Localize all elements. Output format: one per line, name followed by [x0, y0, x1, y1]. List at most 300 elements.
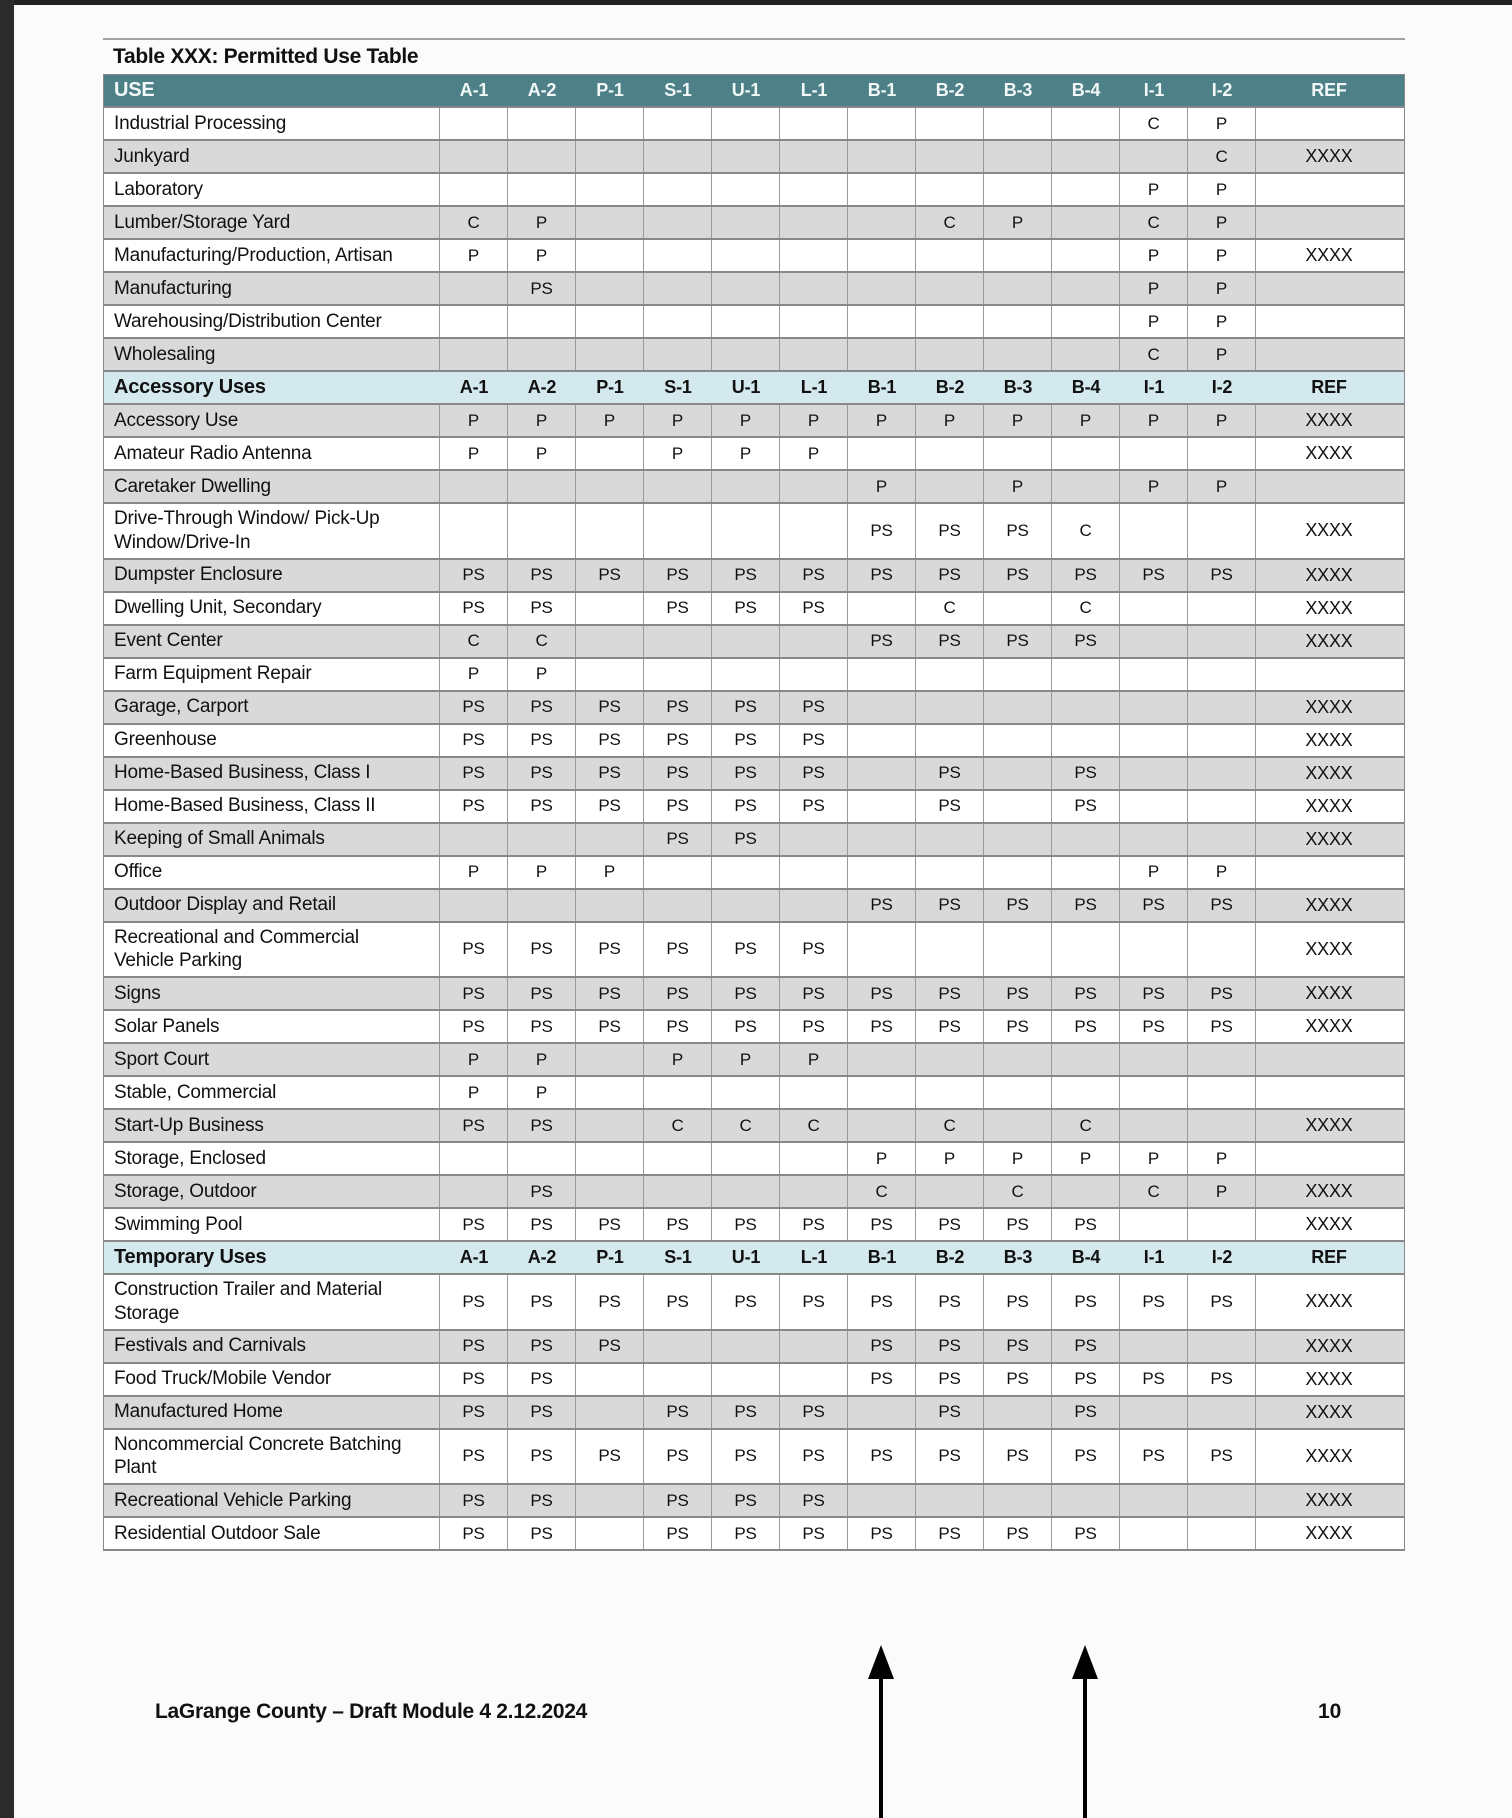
- table-row: [104, 174, 1404, 207]
- column-header-i-2: I-2: [1211, 80, 1233, 100]
- zone-cell-a-2: PS: [508, 560, 576, 591]
- zone-cell-i-1: P: [1120, 240, 1188, 271]
- ref-cell: XXXX: [1305, 245, 1353, 265]
- zone-cell-b-2: PS: [916, 1397, 984, 1428]
- arrowhead-icon: [868, 1645, 894, 1679]
- ref-cell: XXXX: [1305, 1016, 1353, 1036]
- zone-cell-i-2: P: [1188, 306, 1256, 337]
- zone-cell-a-1: PS: [440, 560, 508, 591]
- zone-cell-a-2: P: [508, 207, 576, 238]
- zone-cell-p-1: [576, 108, 644, 139]
- use-cell: Home-Based Business, Class I: [104, 758, 440, 789]
- zone-cell-s-1: PS: [644, 758, 712, 789]
- ref-cell: XXXX: [1305, 1523, 1353, 1543]
- column-header-i-1: I-1: [1143, 1247, 1165, 1267]
- zone-cell-u-1: PS: [712, 725, 780, 756]
- zone-cell-p-1: [576, 1518, 644, 1549]
- zone-cell-b-3: [984, 240, 1052, 271]
- zone-cell-l-1: [780, 1331, 848, 1362]
- ref-cell: [1256, 339, 1402, 370]
- zone-cell-i-2: [1188, 438, 1256, 469]
- use-cell: Wholesaling: [104, 339, 440, 370]
- zone-cell-a-1: P: [440, 857, 508, 888]
- ref-cell: XXXX: [1305, 1214, 1353, 1234]
- zone-cell-b-3: PS: [984, 1275, 1052, 1329]
- zone-cell-p-1: [576, 1044, 644, 1075]
- zone-cell-b-2: C: [916, 593, 984, 624]
- zone-cell-s-1: [644, 1143, 712, 1174]
- zone-cell-p-1: PS: [576, 1209, 644, 1240]
- ref-cell: XXXX: [1305, 696, 1353, 717]
- zone-cell-s-1: PS: [644, 1275, 712, 1329]
- zone-cell-i-2: P: [1188, 471, 1256, 502]
- table-row: [104, 405, 1404, 438]
- zone-cell-i-1: [1120, 758, 1188, 789]
- use-cell: Caretaker Dwelling: [104, 471, 440, 502]
- table-row: [104, 471, 1404, 504]
- zone-cell-a-2: [508, 339, 576, 370]
- zone-cell-s-1: PS: [644, 593, 712, 624]
- zone-cell-b-2: PS: [916, 890, 984, 921]
- zone-cell-s-1: [644, 1176, 712, 1207]
- zone-cell-l-1: PS: [780, 1485, 848, 1516]
- use-cell: Residential Outdoor Sale: [104, 1518, 440, 1549]
- use-cell: Manufacturing: [104, 273, 440, 304]
- use-cell: Dumpster Enclosure: [104, 560, 440, 591]
- zone-cell-i-1: PS: [1120, 1011, 1188, 1042]
- scan-edge-left: [0, 0, 14, 1818]
- table-row: [104, 438, 1404, 471]
- zone-cell-a-1: PS: [440, 978, 508, 1009]
- zone-cell-s-1: PS: [644, 978, 712, 1009]
- zone-cell-a-2: [508, 504, 576, 558]
- zone-cell-b-4: [1052, 1044, 1120, 1075]
- zone-cell-s-1: PS: [644, 1011, 712, 1042]
- zone-cell-i-2: C: [1188, 141, 1256, 172]
- zone-cell-i-1: PS: [1120, 1275, 1188, 1329]
- column-header-b-3: B-3: [1003, 80, 1033, 100]
- zone-cell-l-1: PS: [780, 1275, 848, 1329]
- column-header-p-1: P-1: [596, 377, 624, 397]
- zone-cell-b-1: [848, 174, 916, 205]
- table-row: [104, 1143, 1404, 1176]
- ref-cell: XXXX: [1305, 1291, 1353, 1312]
- ref-cell: XXXX: [1305, 1490, 1353, 1510]
- zone-cell-l-1: [780, 1077, 848, 1108]
- table-row: [104, 758, 1404, 791]
- zone-cell-u-1: [712, 626, 780, 657]
- zone-cell-b-2: [916, 1485, 984, 1516]
- zone-cell-a-2: PS: [508, 978, 576, 1009]
- zone-cell-l-1: [780, 108, 848, 139]
- zone-cell-b-1: [848, 1044, 916, 1075]
- zone-cell-u-1: PS: [712, 1397, 780, 1428]
- zone-cell-l-1: PS: [780, 923, 848, 977]
- zone-cell-p-1: [576, 438, 644, 469]
- zone-cell-i-2: [1188, 923, 1256, 977]
- zone-cell-a-2: PS: [508, 1364, 576, 1395]
- zone-cell-i-1: P: [1120, 306, 1188, 337]
- zone-cell-a-1: [440, 471, 508, 502]
- zone-cell-b-2: PS: [916, 758, 984, 789]
- zone-cell-b-2: PS: [916, 560, 984, 591]
- zone-cell-u-1: [712, 659, 780, 690]
- zone-cell-i-1: P: [1120, 471, 1188, 502]
- zone-cell-u-1: [712, 108, 780, 139]
- section-title: Accessory Uses: [114, 376, 266, 398]
- zone-cell-b-4: PS: [1052, 791, 1120, 822]
- zone-cell-b-2: PS: [916, 1364, 984, 1395]
- zone-cell-i-2: PS: [1188, 1364, 1256, 1395]
- column-header-l-1: L-1: [800, 377, 828, 397]
- zone-cell-b-4: PS: [1052, 560, 1120, 591]
- zone-cell-p-1: [576, 626, 644, 657]
- zone-cell-p-1: PS: [576, 758, 644, 789]
- zone-cell-l-1: [780, 207, 848, 238]
- zone-cell-s-1: [644, 471, 712, 502]
- zone-cell-a-1: PS: [440, 725, 508, 756]
- zone-cell-b-3: [984, 758, 1052, 789]
- zone-cell-i-1: [1120, 1044, 1188, 1075]
- zone-cell-i-1: P: [1120, 1143, 1188, 1174]
- zone-cell-i-2: [1188, 1397, 1256, 1428]
- zone-cell-b-4: [1052, 725, 1120, 756]
- zone-cell-i-1: PS: [1120, 890, 1188, 921]
- zone-cell-b-4: [1052, 306, 1120, 337]
- zone-cell-b-2: [916, 339, 984, 370]
- zone-cell-i-2: PS: [1188, 978, 1256, 1009]
- zone-cell-a-2: P: [508, 240, 576, 271]
- zone-cell-a-2: PS: [508, 1518, 576, 1549]
- use-cell: Greenhouse: [104, 725, 440, 756]
- zone-cell-p-1: [576, 1397, 644, 1428]
- zone-cell-b-1: [848, 438, 916, 469]
- table-row: [104, 890, 1404, 923]
- zone-cell-a-1: [440, 339, 508, 370]
- zone-cell-i-1: [1120, 141, 1188, 172]
- zone-cell-b-2: [916, 923, 984, 977]
- column-header-b-2: B-2: [935, 377, 965, 397]
- zone-cell-l-1: [780, 626, 848, 657]
- zone-cell-b-1: [848, 857, 916, 888]
- zone-cell-u-1: [712, 306, 780, 337]
- ref-cell: XXXX: [1305, 410, 1353, 430]
- use-cell: Manufactured Home: [104, 1397, 440, 1428]
- use-cell: Junkyard: [104, 141, 440, 172]
- zone-cell-a-2: P: [508, 857, 576, 888]
- zone-cell-p-1: [576, 1110, 644, 1141]
- zone-cell-i-2: PS: [1188, 1275, 1256, 1329]
- zone-cell-b-3: PS: [984, 1518, 1052, 1549]
- column-header-ref: REF: [1311, 80, 1347, 100]
- zone-cell-a-2: P: [508, 438, 576, 469]
- zone-cell-u-1: [712, 207, 780, 238]
- zone-cell-a-2: PS: [508, 758, 576, 789]
- zone-cell-i-1: [1120, 1397, 1188, 1428]
- zone-cell-b-4: [1052, 857, 1120, 888]
- section-title: Temporary Uses: [114, 1246, 267, 1268]
- zone-cell-b-3: [984, 593, 1052, 624]
- zone-cell-a-2: [508, 471, 576, 502]
- zone-cell-b-1: PS: [848, 1275, 916, 1329]
- zone-cell-u-1: PS: [712, 1518, 780, 1549]
- zone-cell-a-1: [440, 108, 508, 139]
- zone-cell-s-1: PS: [644, 725, 712, 756]
- zone-cell-a-1: P: [440, 240, 508, 271]
- zone-cell-b-3: PS: [984, 1430, 1052, 1484]
- zone-cell-b-3: P: [984, 405, 1052, 436]
- zone-cell-b-2: C: [916, 207, 984, 238]
- zone-cell-p-1: [576, 471, 644, 502]
- ref-cell: [1256, 1077, 1402, 1108]
- zone-cell-b-2: C: [916, 1110, 984, 1141]
- zone-cell-b-4: [1052, 207, 1120, 238]
- use-cell: Storage, Enclosed: [104, 1143, 440, 1174]
- footer-text: LaGrange County – Draft Module 4 2.12.2024: [155, 1700, 588, 1723]
- ref-cell: XXXX: [1305, 564, 1353, 585]
- zone-cell-s-1: [644, 141, 712, 172]
- ref-cell: [1256, 108, 1402, 139]
- table-row: [104, 560, 1404, 593]
- zone-cell-b-2: PS: [916, 1331, 984, 1362]
- zone-cell-a-2: PS: [508, 1110, 576, 1141]
- zone-cell-l-1: [780, 504, 848, 558]
- zone-cell-b-3: [984, 306, 1052, 337]
- zone-cell-a-2: PS: [508, 791, 576, 822]
- column-header-use: USE: [114, 79, 155, 101]
- zone-cell-b-1: [848, 758, 916, 789]
- zone-cell-l-1: PS: [780, 1430, 848, 1484]
- table-row: [104, 857, 1404, 890]
- use-cell: Construction Trailer and Material Storage: [104, 1275, 440, 1329]
- zone-cell-a-1: PS: [440, 1518, 508, 1549]
- use-cell: Garage, Carport: [104, 692, 440, 723]
- zone-cell-b-4: PS: [1052, 1430, 1120, 1484]
- arrowhead-icon: [1072, 1645, 1098, 1679]
- zone-cell-l-1: PS: [780, 560, 848, 591]
- zone-cell-a-1: P: [440, 659, 508, 690]
- zone-cell-b-2: PS: [916, 791, 984, 822]
- zone-cell-u-1: [712, 1331, 780, 1362]
- table-row: [104, 1275, 1404, 1331]
- zone-cell-p-1: [576, 273, 644, 304]
- zone-cell-i-1: [1120, 626, 1188, 657]
- table-row: [104, 240, 1404, 273]
- zone-cell-b-4: [1052, 273, 1120, 304]
- zone-cell-b-3: [984, 923, 1052, 977]
- zone-cell-p-1: [576, 306, 644, 337]
- zone-cell-b-3: [984, 1044, 1052, 1075]
- zone-cell-i-1: [1120, 1077, 1188, 1108]
- zone-cell-i-2: [1188, 692, 1256, 723]
- use-cell: Laboratory: [104, 174, 440, 205]
- zone-cell-s-1: [644, 890, 712, 921]
- zone-cell-p-1: PS: [576, 1011, 644, 1042]
- zone-cell-b-2: [916, 438, 984, 469]
- zone-cell-b-2: [916, 108, 984, 139]
- zone-cell-l-1: PS: [780, 978, 848, 1009]
- zone-cell-l-1: [780, 1143, 848, 1174]
- zone-cell-s-1: [644, 108, 712, 139]
- zone-cell-b-4: [1052, 692, 1120, 723]
- ref-cell: XXXX: [1305, 146, 1353, 166]
- zone-cell-a-2: PS: [508, 1397, 576, 1428]
- zone-cell-i-2: [1188, 824, 1256, 855]
- zone-cell-i-2: [1188, 626, 1256, 657]
- zone-cell-b-4: C: [1052, 593, 1120, 624]
- zone-cell-a-1: PS: [440, 1364, 508, 1395]
- zone-cell-u-1: PS: [712, 1430, 780, 1484]
- zone-cell-i-1: [1120, 1209, 1188, 1240]
- zone-cell-p-1: PS: [576, 978, 644, 1009]
- zone-cell-b-2: [916, 1176, 984, 1207]
- zone-cell-b-3: [984, 339, 1052, 370]
- use-cell: Recreational and Commercial Vehicle Parking: [104, 923, 440, 977]
- zone-cell-b-1: PS: [848, 978, 916, 1009]
- zone-cell-s-1: PS: [644, 560, 712, 591]
- zone-cell-a-1: PS: [440, 758, 508, 789]
- zone-cell-a-2: P: [508, 1077, 576, 1108]
- zone-cell-i-1: [1120, 1331, 1188, 1362]
- zone-cell-b-2: [916, 1044, 984, 1075]
- zone-cell-b-3: P: [984, 1143, 1052, 1174]
- table-row: [104, 1110, 1404, 1143]
- table-row: [104, 1485, 1404, 1518]
- zone-cell-l-1: [780, 141, 848, 172]
- column-header-i-1: I-1: [1143, 377, 1165, 397]
- table-header-row: [104, 75, 1404, 108]
- zone-cell-s-1: [644, 1331, 712, 1362]
- zone-cell-s-1: PS: [644, 824, 712, 855]
- zone-cell-i-1: [1120, 438, 1188, 469]
- zone-cell-a-2: PS: [508, 692, 576, 723]
- zone-cell-b-3: PS: [984, 1331, 1052, 1362]
- use-cell: Keeping of Small Animals: [104, 824, 440, 855]
- zone-cell-i-2: P: [1188, 207, 1256, 238]
- zone-cell-b-2: [916, 471, 984, 502]
- zone-cell-b-1: PS: [848, 1518, 916, 1549]
- column-header-b-4: B-4: [1071, 1247, 1101, 1267]
- use-cell: Stable, Commercial: [104, 1077, 440, 1108]
- column-header-a-2: A-2: [527, 377, 557, 397]
- zone-cell-a-1: PS: [440, 1209, 508, 1240]
- table-row: [104, 207, 1404, 240]
- zone-cell-b-1: [848, 593, 916, 624]
- column-header-s-1: S-1: [664, 1247, 692, 1267]
- zone-cell-l-1: [780, 273, 848, 304]
- zone-cell-b-3: PS: [984, 626, 1052, 657]
- zone-cell-u-1: [712, 1077, 780, 1108]
- ref-cell: XXXX: [1305, 894, 1353, 915]
- use-cell: Drive-Through Window/ Pick-Up Window/Drive-In: [104, 504, 440, 558]
- table-row: [104, 1011, 1404, 1044]
- zone-cell-p-1: [576, 1077, 644, 1108]
- zone-cell-p-1: [576, 141, 644, 172]
- zone-cell-p-1: P: [576, 857, 644, 888]
- zone-cell-u-1: [712, 174, 780, 205]
- table-row: [104, 108, 1404, 141]
- zone-cell-i-2: P: [1188, 1176, 1256, 1207]
- column-header-a-2: A-2: [527, 80, 557, 100]
- ref-cell: XXXX: [1305, 1401, 1353, 1422]
- zone-cell-b-4: P: [1052, 1143, 1120, 1174]
- zone-cell-a-2: PS: [508, 273, 576, 304]
- column-header-a-1: A-1: [459, 1247, 489, 1267]
- table-row: [104, 1077, 1404, 1110]
- zone-cell-u-1: PS: [712, 923, 780, 977]
- zone-cell-a-1: PS: [440, 1430, 508, 1484]
- zone-cell-i-2: [1188, 1077, 1256, 1108]
- zone-cell-a-1: PS: [440, 1331, 508, 1362]
- zone-cell-l-1: PS: [780, 758, 848, 789]
- zone-cell-i-1: [1120, 824, 1188, 855]
- zone-cell-i-1: P: [1120, 857, 1188, 888]
- zone-cell-b-3: [984, 1485, 1052, 1516]
- zone-cell-u-1: [712, 857, 780, 888]
- zone-cell-i-1: P: [1120, 273, 1188, 304]
- zone-cell-i-2: P: [1188, 1143, 1256, 1174]
- zone-cell-l-1: [780, 174, 848, 205]
- zone-cell-a-2: PS: [508, 1275, 576, 1329]
- zone-cell-b-1: PS: [848, 1209, 916, 1240]
- use-cell: Accessory Use: [104, 405, 440, 436]
- zone-cell-a-1: PS: [440, 791, 508, 822]
- column-header-b-4: B-4: [1071, 377, 1101, 397]
- zone-cell-b-3: [984, 141, 1052, 172]
- zone-cell-b-1: PS: [848, 890, 916, 921]
- zone-cell-i-1: [1120, 593, 1188, 624]
- zone-cell-b-2: PS: [916, 1209, 984, 1240]
- zone-cell-a-2: [508, 141, 576, 172]
- zone-cell-a-2: PS: [508, 1011, 576, 1042]
- zone-cell-b-4: [1052, 923, 1120, 977]
- ref-cell: [1256, 1143, 1402, 1174]
- table-row: [104, 824, 1404, 857]
- zone-cell-b-2: [916, 1077, 984, 1108]
- zone-cell-p-1: [576, 339, 644, 370]
- zone-cell-b-1: [848, 1485, 916, 1516]
- ref-cell: [1256, 857, 1402, 888]
- zone-cell-b-1: PS: [848, 560, 916, 591]
- table-row: [104, 1209, 1404, 1242]
- zone-cell-b-3: [984, 692, 1052, 723]
- zone-cell-u-1: [712, 273, 780, 304]
- zone-cell-b-3: PS: [984, 560, 1052, 591]
- column-header-u-1: U-1: [731, 80, 761, 100]
- zone-cell-b-1: [848, 240, 916, 271]
- zone-cell-b-3: [984, 108, 1052, 139]
- zone-cell-l-1: PS: [780, 1209, 848, 1240]
- zone-cell-p-1: [576, 890, 644, 921]
- zone-cell-p-1: [576, 1143, 644, 1174]
- zone-cell-b-4: [1052, 174, 1120, 205]
- use-cell: Industrial Processing: [104, 108, 440, 139]
- zone-cell-b-1: PS: [848, 1364, 916, 1395]
- zone-cell-l-1: PS: [780, 1397, 848, 1428]
- zone-cell-i-2: P: [1188, 273, 1256, 304]
- zone-cell-s-1: [644, 1077, 712, 1108]
- zone-cell-b-3: P: [984, 471, 1052, 502]
- zone-cell-s-1: P: [644, 405, 712, 436]
- zone-cell-l-1: PS: [780, 692, 848, 723]
- zone-cell-i-2: P: [1188, 339, 1256, 370]
- zone-cell-u-1: PS: [712, 593, 780, 624]
- zone-cell-a-1: [440, 306, 508, 337]
- zone-cell-l-1: [780, 824, 848, 855]
- zone-cell-l-1: PS: [780, 791, 848, 822]
- zone-cell-b-3: [984, 1077, 1052, 1108]
- zone-cell-s-1: PS: [644, 1209, 712, 1240]
